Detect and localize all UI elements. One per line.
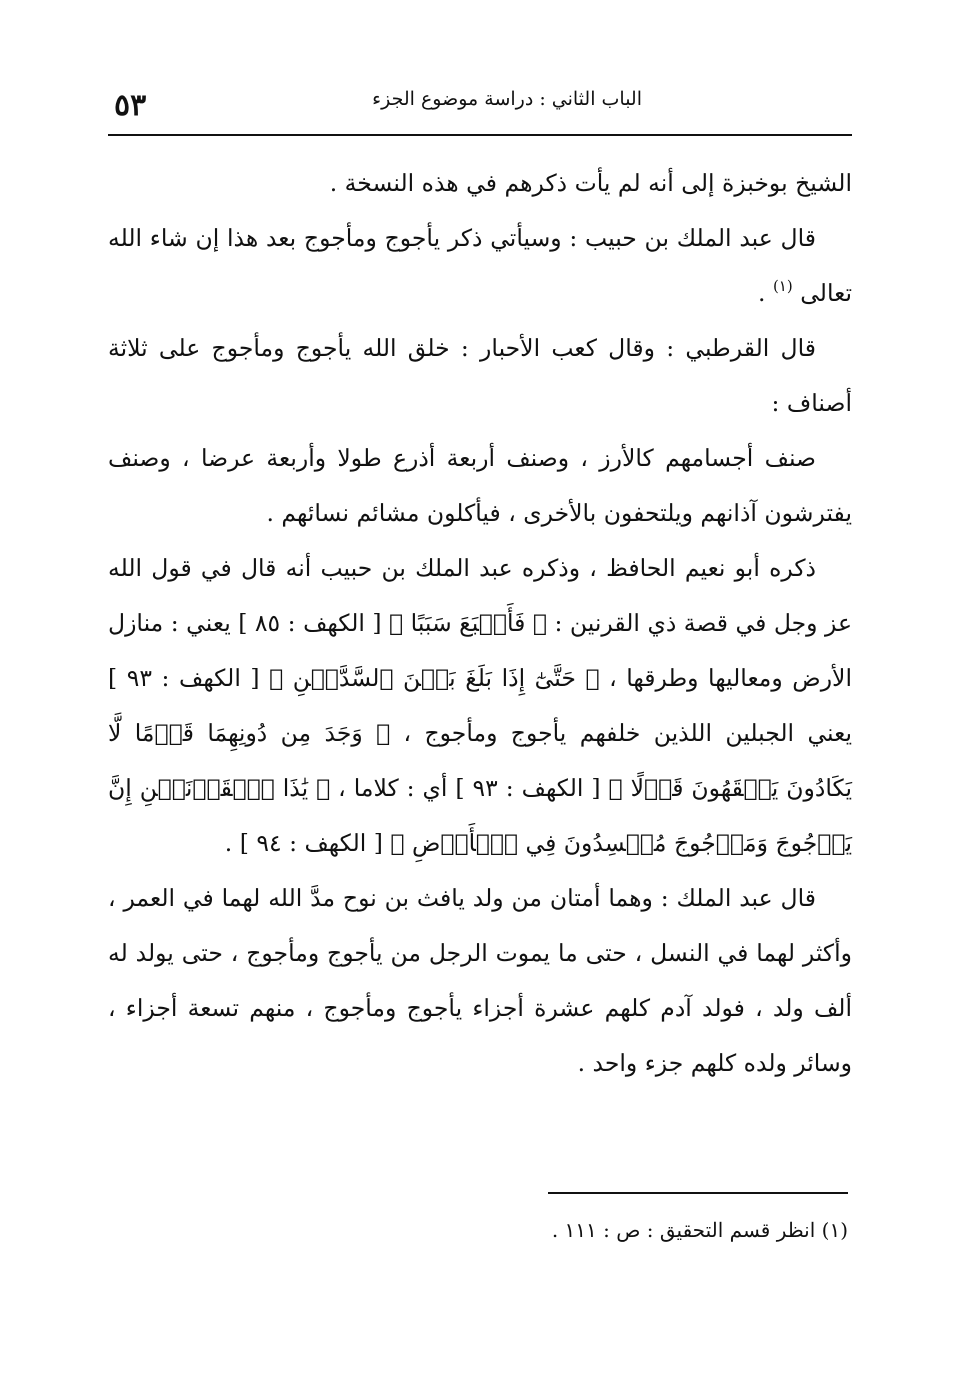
footnote-rule (548, 1192, 848, 1194)
body-text (108, 156, 852, 1091)
footnote-marker: (١) (772, 277, 793, 295)
paragraph: الشيخ بوخبزة إلى أنه لم يأت ذكرهم في هذه النسخة . (329, 169, 852, 197)
footnote: (١) انظر قسم التحقيق : ص : ١١١ . (551, 1218, 848, 1242)
chapter-title: الباب الثاني : دراسة موضوع الجزء (372, 88, 642, 110)
header-rule (108, 134, 852, 136)
paragraph: صنف أجسامهم كالأرز ، وصنف أربعة أذرع طولا وأربعة عرضا ، وصنف يفترشون آذانهم ويلتحفون بالأخرى ، فيأكلون مشائم نسائهم . (108, 444, 852, 527)
paragraph (108, 211, 852, 321)
paragraph-text: قال عبد الملك بن حبيب : وسيأتي ذكر يأجوج ومأجوج بعد هذا إن شاء الله تعالى (108, 224, 852, 307)
running-head (108, 84, 852, 130)
page-number: ٥٣ (114, 88, 147, 123)
paragraph-end-mark: . (757, 279, 766, 307)
paragraph: ذكره أبو نعيم الحافظ ، وذكره عبد الملك بن حبيب أنه قال في قول الله عز وجل في قصة ذي القرنين : ﴿ فَأَتۡبَعَ سَبَبًا ﴾ [ الكهف : ٨٥ ] يعني : منازل الأرض ومعاليها وطرقها ، ﴿ حَتَّىٰٓ إِذَا بَلَغَ بَيۡنَ ٱلسَّدَّيۡنِ ﴾ [ الكهف : ٩٣ ] يعني الجبلين اللذين خلفهم يأجوج ومأجوج ، ﴿ وَجَدَ مِن دُونِهِمَا قَوۡمًا لَّا يَكَادُونَ يَفۡقَهُونَ قَوۡلًا ﴾ [ الكهف : ٩٣ ] أي : كلاما ، ﴿ يَٰذَا ٱلۡقَرۡنَيۡنِ إِنَّ يَأۡجُوجَ وَمَأۡجُوجَ مُفۡسِدُونَ فِي ٱلۡأَرۡضِ ﴾ [ الكهف : ٩٤ ] . (108, 554, 852, 857)
paragraph: قال القرطبي : وقال كعب الأحبار : خلق الله يأجوج ومأجوج على ثلاثة أصناف : (108, 334, 852, 417)
paragraph: قال عبد الملك : وهما أمتان من ولد يافث بن نوح مدَّ الله لهما في العمر ، وأكثر لهما في النسل ، حتى ما يموت الرجل من يأجوج ومأجوج ، حتى يولد له ألف ولد ، فولد آدم كلهم عشرة أجزاء يأجوج ومأجوج ، منهم تسعة أجزاء ، وسائر ولده كلهم جزء واحد . (108, 884, 852, 1077)
